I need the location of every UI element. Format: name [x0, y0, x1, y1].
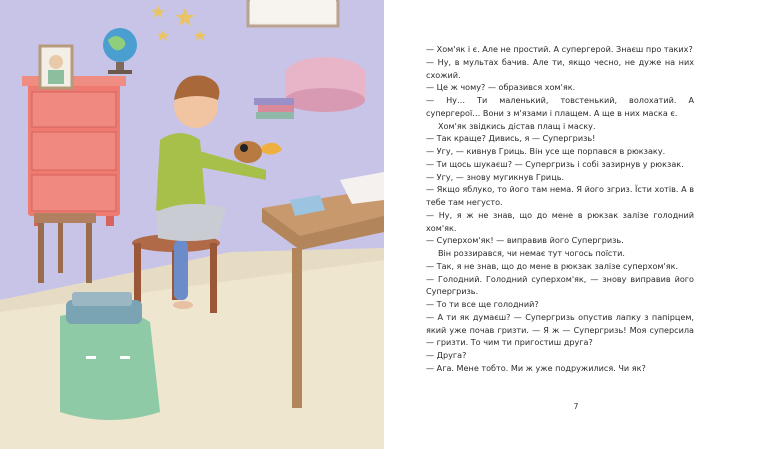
story-paragraph: Хом'як звідкись дістав плащ і маску. [438, 120, 596, 131]
story-paragraph: — А ти як думаєш? — Супергризь опустив лапку з папірцем, який уже почав гризти. — Я ж — Супергризь! Моя суперсила — гризти. То чим ти пригостиш друга? [426, 311, 694, 348]
story-paragraph: Він роззирався, чи немає тут чогось поїсти. [438, 248, 625, 258]
story-paragraph: — Ну… Ти маленький, товстенький, волохатий. А супергерої… Вони з м'язами і плащем. А ще в них маска є. [426, 95, 694, 118]
story-paragraph: — Це ж чому? — образився хом'як. [426, 82, 576, 93]
story-paragraph: — Так краще? Дивись, я — Супергризь! [426, 133, 596, 144]
story-paragraph: — Якщо яблуко, то його там нема. Я його згриз. Їсти хотів. А в тебе там негусто. [426, 184, 694, 207]
story-paragraph: — Хом'як і є. Але не простий. А супергерой. Знаєш про таких? [426, 44, 693, 54]
page-number: 7 [573, 402, 579, 411]
story-paragraph: — Угу, — кивнув Гриць. Він усе ще порпався в рюкзаку. [426, 146, 666, 156]
story-paragraph: — То ти все ще голодний? [426, 299, 539, 309]
story-paragraph: — Ага. Мене тобто. Ми ж уже подружилися. Чи як? [426, 362, 646, 373]
story-paragraph: — Ну, я ж не знав, що до мене в рюкзак залізе голодний хом'як. [426, 209, 694, 233]
story-paragraph: — Друга? [426, 350, 467, 360]
story-paragraph: — Угу, — знову мугикнув Гриць. [426, 171, 565, 182]
story-paragraph: — Ти щось шукаєш? — Супергризь і собі зазирнув у рюкзак. [426, 158, 684, 169]
story-paragraph: — Голодний. Голодний суперхом'як, — знову виправив його Супергризь. [426, 273, 694, 297]
story-paragraph: — Ну, в мультах бачив. Але ти, якщо чесно, не дуже на них схожий. [426, 56, 694, 80]
story-paragraph: — Суперхом'як! — виправив його Супергризь. [426, 235, 624, 246]
story-text [426, 43, 694, 375]
story-paragraph: — Так, я не знав, що до мене в рюкзак залізе суперхом'як. [426, 260, 679, 271]
text-page [384, 0, 768, 449]
